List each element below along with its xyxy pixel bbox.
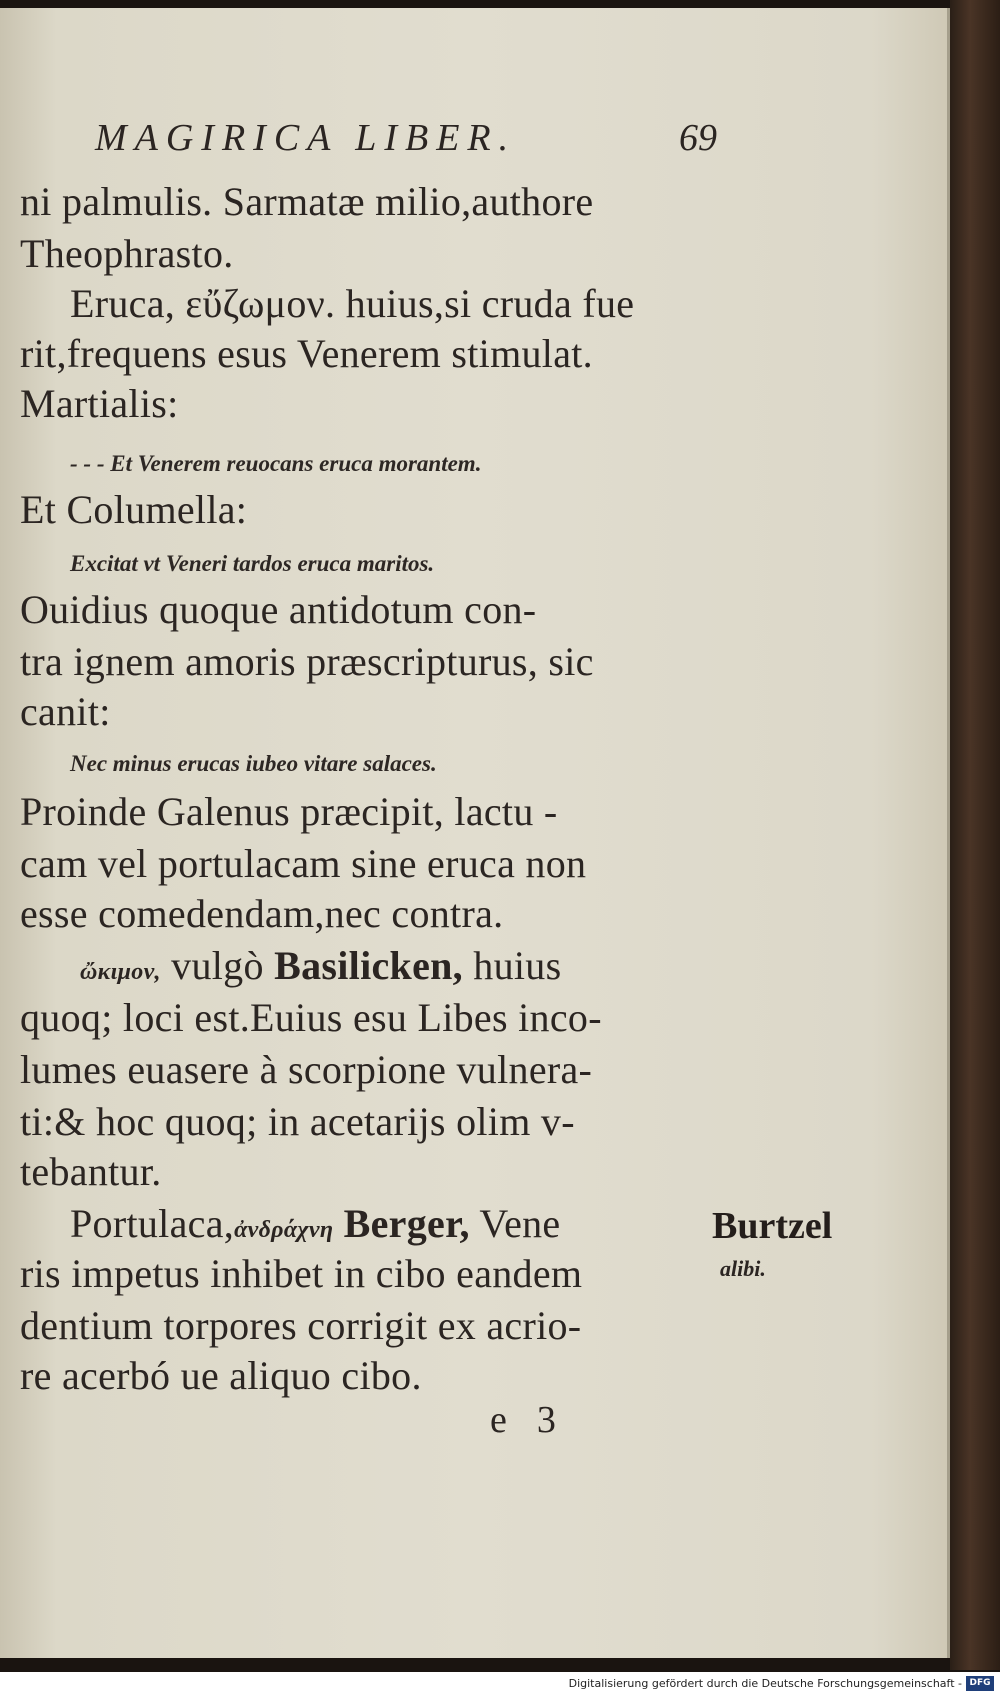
- text-line: rit,frequens esus Venerem stimulat.: [20, 331, 593, 376]
- book-binding-edge: [950, 0, 1000, 1670]
- text-line: canit:: [20, 689, 111, 734]
- margin-note-fraktur: Burtzel: [712, 1205, 833, 1247]
- running-title: MAGIRICA LIBER.: [95, 117, 517, 159]
- text-line: dentium torpores corrigit ex acrio-: [20, 1303, 582, 1348]
- footer-credit: Digitalisierung gefördert durch die Deutsche Forschungsgemeinschaft -: [568, 1677, 962, 1690]
- text-fragment: Vene: [479, 1201, 561, 1246]
- running-header: [95, 116, 715, 160]
- text-line: Proinde Galenus præcipit, lactu -: [20, 789, 558, 834]
- margin-note: alibi.: [720, 1256, 766, 1281]
- verse-quote: Nec minus erucas iubeo vitare salaces.: [70, 751, 437, 776]
- signature-number: 3: [536, 1399, 586, 1441]
- greek-word: ἀνδράχνη: [234, 1217, 334, 1243]
- text-fragment: Portulaca,: [70, 1201, 235, 1246]
- text-line: tra ignem amoris præscripturus, sic: [20, 639, 594, 684]
- text-line: Ouidius quoque antidotum con-: [20, 587, 537, 632]
- text-line: ris impetus inhibet in cibo eandem: [20, 1251, 583, 1296]
- verse-quote: Excitat vt Veneri tardos eruca maritos.: [70, 551, 435, 576]
- text-line: lumes euasere à scorpione vulnera-: [20, 1047, 593, 1092]
- book-page: [0, 8, 950, 1658]
- text-line: ni palmulis. Sarmatæ milio,authore: [20, 179, 594, 224]
- dfg-logo-icon: DFG: [966, 1676, 994, 1691]
- text-line: Martialis:: [20, 381, 179, 426]
- text-line: quoq; loci est.Euius esu Libes inco-: [20, 995, 602, 1040]
- text-fragment: huius: [473, 943, 562, 988]
- text-line: ti:& hoc quoq; in acetarijs olim v-: [20, 1099, 575, 1144]
- fraktur-word: Berger,: [343, 1201, 470, 1246]
- text-line: [80, 942, 561, 989]
- greek-word: ὤκιμον,: [80, 959, 161, 985]
- signature-letter: e: [490, 1399, 537, 1441]
- text-line: re acerbó ue aliquo cibo.: [20, 1353, 422, 1398]
- text-fragment: vulgò: [171, 943, 264, 988]
- fraktur-word: Basilicken,: [274, 943, 463, 988]
- text-line: Et Columella:: [20, 487, 248, 532]
- text-line: [70, 1200, 561, 1247]
- text-line: tebantur.: [20, 1149, 162, 1194]
- verse-quote: - - - Et Venerem reuocans eruca morantem.: [70, 451, 482, 476]
- text-line: Eruca, εὔζωμον. huius,si cruda fue: [70, 281, 635, 326]
- text-line: Theophrasto.: [20, 231, 234, 276]
- text-line: esse comedendam,nec contra.: [20, 891, 504, 936]
- page-number: 69: [679, 117, 717, 159]
- text-line: cam vel portulacam sine eruca non: [20, 841, 587, 886]
- footer-bar: [0, 1672, 1000, 1699]
- signature-mark: [490, 1398, 586, 1442]
